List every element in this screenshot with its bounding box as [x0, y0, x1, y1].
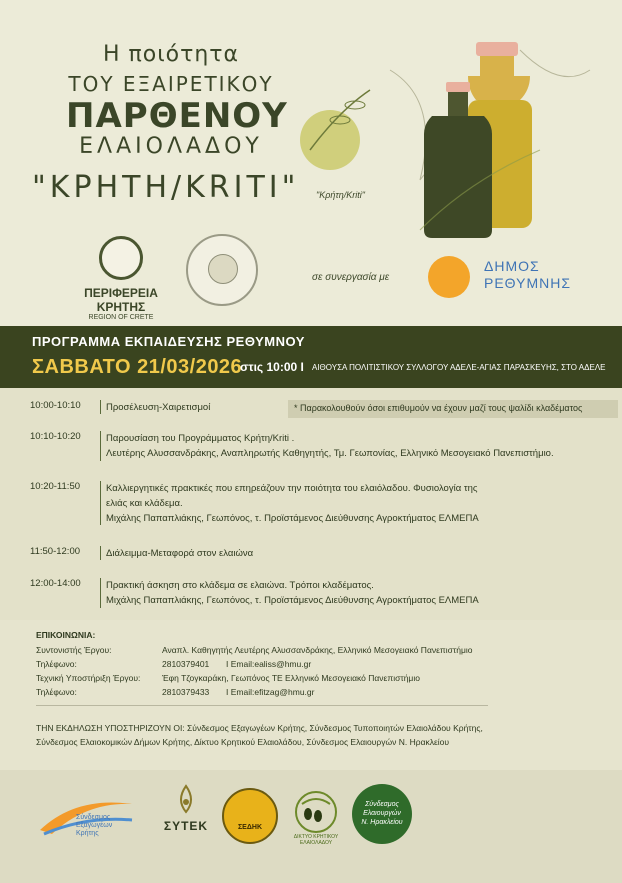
university-seal-logo: [186, 234, 258, 306]
logo1-line-1: Σύνδεσμος: [76, 814, 111, 821]
time-divider: [100, 400, 101, 414]
phone-label-1: Τηλέφωνο:: [36, 659, 77, 669]
schedule-time: 10:20-11:50: [30, 481, 81, 492]
schedule-text: [106, 546, 616, 561]
olive-ring-icon: [288, 784, 344, 840]
schedule-text: [106, 431, 616, 461]
program-band: [0, 326, 622, 388]
time-divider: [100, 431, 101, 461]
logo5-line-3: Ν. Ηρακλείου: [361, 819, 403, 826]
time-divider: [100, 578, 101, 608]
perifereia-name: ΠΕΡΙΦΕΡΕΙΑ ΚΡΗΤΗΣ: [84, 286, 158, 314]
poster-header: [0, 0, 622, 326]
time-divider: [100, 546, 101, 560]
phone-label-2: Τηλέφωνο:: [36, 687, 77, 697]
time-divider: [100, 481, 101, 525]
title-line-1: Η ποιότητα: [102, 42, 240, 67]
schedule-time: 12:00-14:00: [30, 578, 81, 589]
supporters-line-2: Σύνδεσμος Ελαιοκομικών Δήμων Κρήτης, Δίκτυο Κρητικού Ελαιολάδου, Σύνδεσμος Ελαιουργών Ν. Ηρακλείου: [36, 737, 450, 747]
olive-drop-icon: [174, 784, 198, 814]
kriti-subtitle: "Κρήτη/Kriti": [316, 190, 365, 200]
tech-support-value: Έφη Τζογκαράκη, Γεωπόνος ΤΕ Ελληνικό Μεσογειακό Πανεπιστήμιο: [162, 673, 420, 683]
tree-book-icon: [208, 254, 238, 284]
schedule-time: 10:10-10:20: [30, 431, 81, 442]
dimos-name: [484, 258, 571, 292]
collaboration-text: σε συνεργασία με: [312, 272, 390, 283]
title-line-2: ΤΟΥ ΕΞΑΙΡΕΤΙΚΟΥ: [68, 72, 274, 96]
logo1-line-2: Εξαγωγέων Κρήτης: [76, 822, 113, 837]
logo1-text: [76, 814, 136, 838]
scissors-note: * Παρακολουθούν όσοι επιθυμούν να έχουν μαζί τους ψαλίδι κλαδέματος: [288, 400, 618, 418]
diktyo-name: ΔΙΚΤΥΟ ΚΡΗΤΙΚΟΥ ΕΛΑΙΟΛΑΔΟΥ: [293, 834, 339, 846]
coordinator-value: Αναπλ. Καθηγητής Λευτέρης Αλυσσανδράκης, Ελληνικό Μεσογειακό Πανεπιστήμιο: [162, 645, 473, 655]
email-value-2[interactable]: Ι Email:efitzag@hmu.gr: [226, 687, 315, 697]
schedule-text: [106, 578, 616, 608]
sytek-name: ΣΥΤΕΚ: [163, 819, 209, 833]
sedik-logo: [222, 788, 278, 844]
schedule-line: Προσέλευση-Χαιρετισμοί: [106, 402, 211, 413]
logo5-line-2: Ελαιουργών: [363, 810, 401, 817]
sytek-logo: [158, 784, 214, 854]
olive-oil-bottles-illustration: [300, 30, 610, 245]
phone-value-2: 2810379433: [162, 687, 210, 697]
title-kriti: "ΚΡΗΤΗ/KRITI": [32, 170, 300, 205]
title-line-4: ΕΛΑΙΟΛΑΔΟΥ: [79, 134, 263, 159]
phone-value-1: 2810379401: [162, 659, 210, 669]
contact-heading: ΕΠΙΚΟΙΝΩΝΙΑ:: [36, 630, 96, 640]
dimos-line-2: ΡΕΘΥΜΝΗΣ: [484, 275, 571, 291]
contact-section: [0, 620, 622, 770]
dimos-rethymnis-logo: [428, 256, 470, 298]
syndesmos-exagogeon-logo: [36, 790, 136, 840]
footer-logos: [0, 770, 622, 883]
schedule-line: Μιχάλης Παπαπλιάκης, Γεωπόνος, τ. Προϊστάμενος Διεύθυνσης Αγροκτήματος ΕΛΜΕΠΑ: [106, 513, 479, 524]
schedule-time: 10:00-10:10: [30, 400, 81, 411]
logo5-line-1: Σύνδεσμος: [365, 801, 399, 808]
perifereia-name-en: REGION OF CRETE: [88, 314, 154, 321]
dimos-line-1: ΔΗΜΟΣ: [484, 258, 540, 274]
schedule-time: 11:50-12:00: [30, 546, 81, 557]
schedule-text: [106, 481, 616, 526]
schedule-line: Παρουσίαση του Προγράμματος Κρήτη/Kriti .: [106, 433, 295, 444]
schedule-text: [106, 400, 616, 415]
program-schedule: [0, 388, 622, 620]
program-title: ΠΡΟΓΡΑΜΜΑ ΕΚΠΑΙΔΕΥΣΗΣ ΡΕΘΥΜΝΟΥ: [32, 334, 305, 349]
schedule-line: Λευτέρης Αλυσσανδράκης, Αναπληρωτής Καθηγητής, Τμ. Γεωπονίας, Ελληνικό Μεσογειακό Πανεπιστήμιο.: [106, 448, 554, 459]
coordinator-label: Συντονιστής Έργου:: [36, 645, 112, 655]
syndesmos-elaiourgon-logo: [352, 784, 412, 844]
event-date: ΣΑΒΒΑΤΟ 21/03/2026: [32, 356, 243, 378]
diktyo-kritikou-elaioladou-logo: [288, 784, 344, 848]
schedule-line: Καλλιεργητικές πρακτικές που επηρεάζουν την ποιότητα του ελαιόλαδου. Φυσιολογία της: [106, 483, 478, 494]
tech-support-label: Τεχνική Υποστήριξη Έργου:: [36, 673, 141, 683]
sedik-name: ΣΕΔΗΚ: [237, 824, 262, 831]
schedule-line: Μιχάλης Παπαπλιάκης, Γεωπόνος, τ. Προϊστάμενος Διεύθυνσης Αγροκτήματος ΕΛΜΕΠΑ: [106, 595, 479, 606]
schedule-line: Διάλειμμα-Μεταφορά στον ελαιώνα: [106, 548, 254, 559]
supporters-line-1: ΤΗΝ ΕΚΔΗΛΩΣΗ ΥΠΟΣΤΗΡΙΖΟΥΝ ΟΙ: Σύνδεσμος Εξαγωγέων Κρήτης, Σύνδεσμος Τυποποιητών Ελαιολάδου Κρήτης,: [36, 723, 483, 733]
greek-emblem-icon: [99, 236, 143, 280]
divider: [36, 705, 488, 706]
perifereia-kritis-logo: [62, 236, 180, 321]
schedule-line: ελιάς και κλάδεμα.: [106, 498, 183, 509]
title-line-3: ΠΑΡΘΕΝΟΥ: [66, 96, 288, 136]
schedule-line: Πρακτική άσκηση στο κλάδεμα σε ελαιώνα. Τρόποι κλαδέματος.: [106, 580, 374, 591]
event-venue: ΑΙΘΟΥΣΑ ΠΟΛΙΤΙΣΤΙΚΟΥ ΣΥΛΛΟΓΟΥ ΑΔΕΛΕ-ΑΓΙΑΣ ΠΑΡΑΣΚΕΥΗΣ, ΣΤΟ ΑΔΕΛΕ: [312, 363, 606, 372]
event-time: στις 10:00 Ι: [240, 360, 304, 374]
email-value-1[interactable]: Ι Email:ealiss@hmu.gr: [226, 659, 312, 669]
